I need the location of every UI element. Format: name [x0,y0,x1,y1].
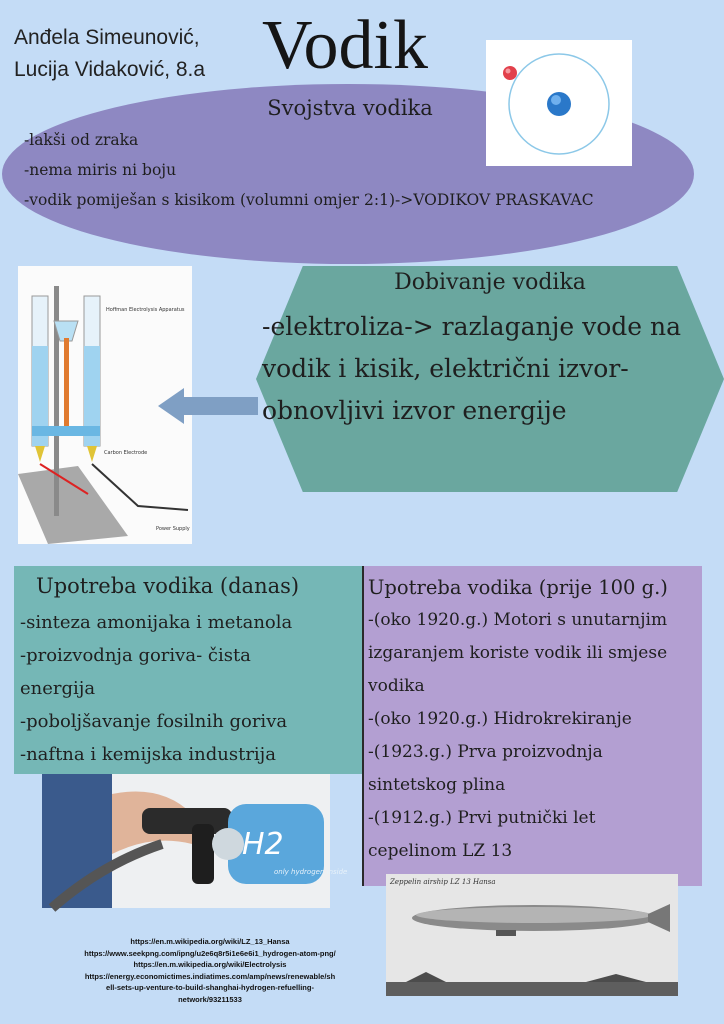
list-item: -nema miris ni boju [24,161,177,179]
hydrogen-fuel-nozzle-image [42,774,348,908]
reference-line: https://en.m.wikipedia.org/wiki/LZ_13_Hansa [130,937,290,946]
list-item: -naftna i kemijska industrija [20,744,276,765]
reference-line: ell-sets-up-venture-to-build-shanghai-hydrogen-refuelling- [106,983,314,992]
production-line: vodik i kisik, električni izvor- [262,354,629,383]
uses-today-title: Upotreba vodika (danas) [36,574,300,598]
list-item: -sinteza amonijaka i metanola [20,612,293,633]
uses-past-title: Upotreba vodika (prije 100 g.) [368,576,668,599]
hydrogen-atom-image [486,40,632,166]
power-supply-label: Power Supply [156,526,190,532]
references [20,936,400,1005]
list-item: -proizvodnja goriva- čista [20,645,251,666]
reference-line: https://en.m.wikipedia.org/wiki/Electrolysis [133,960,287,969]
zeppelin-image [386,874,678,996]
uses-today-list [20,606,292,771]
fuel-caption: only hydrogen inside [274,868,348,876]
production-line: obnovljivi izvor energije [262,396,567,425]
properties-title: Svojstva vodika [267,96,433,120]
list-item: cepelinom LZ 13 [368,841,513,861]
list-item: -(1912.g.) Prvi putnički let [368,808,596,828]
electrode-label: Carbon Electrode [104,450,148,456]
list-item: -poboljšavanje fosilnih goriva [20,711,288,732]
authors-line-2: Lucija Vidaković, 8.a [14,58,206,81]
list-item: -lakši od zraka [24,131,139,149]
list-item: -(1923.g.) Prva proizvodnja [368,742,603,762]
list-item: sintetskog plina [368,775,506,795]
reference-line: network/93211533 [178,994,242,1004]
uses-past-list [368,604,704,868]
production-title: Dobivanje vodika [394,270,586,295]
panel-divider [362,566,364,886]
list-item: izgaranjem koriste vodik ili smjese [368,643,668,663]
h2-label: H2 [242,827,284,862]
zeppelin-caption: Zeppelin airship LZ 13 Hansa [390,878,496,886]
list-item: energija [20,678,96,699]
list-item: -vodik pomiješan s kisikom (volumni omjer 2:1)->VODIKOV PRASKAVAC [24,191,594,209]
production-text [262,306,724,432]
reference-line: https://energy.economictimes.indiatimes.com/amp/news/renewable/sh [84,971,336,981]
reference-line: https://www.seekpng.com/ipng/u2e6q8r5i1e6e6i1_hydrogen-atom-png/ [84,948,336,958]
authors [14,22,254,86]
list-item: -(oko 1920.g.) Motori s unutarnjim [368,610,668,630]
production-line: -elektroliza-> razlaganje vode na [262,312,681,341]
left-arrow-icon [158,388,258,428]
authors-line-1: Anđela Simeunović, [14,26,200,49]
list-item: vodika [368,676,425,696]
apparatus-label: Hoffman Electrolysis Apparatus [106,307,185,313]
poster-title: Vodik [262,7,428,84]
list-item: -(oko 1920.g.) Hidrokrekiranje [368,709,632,729]
